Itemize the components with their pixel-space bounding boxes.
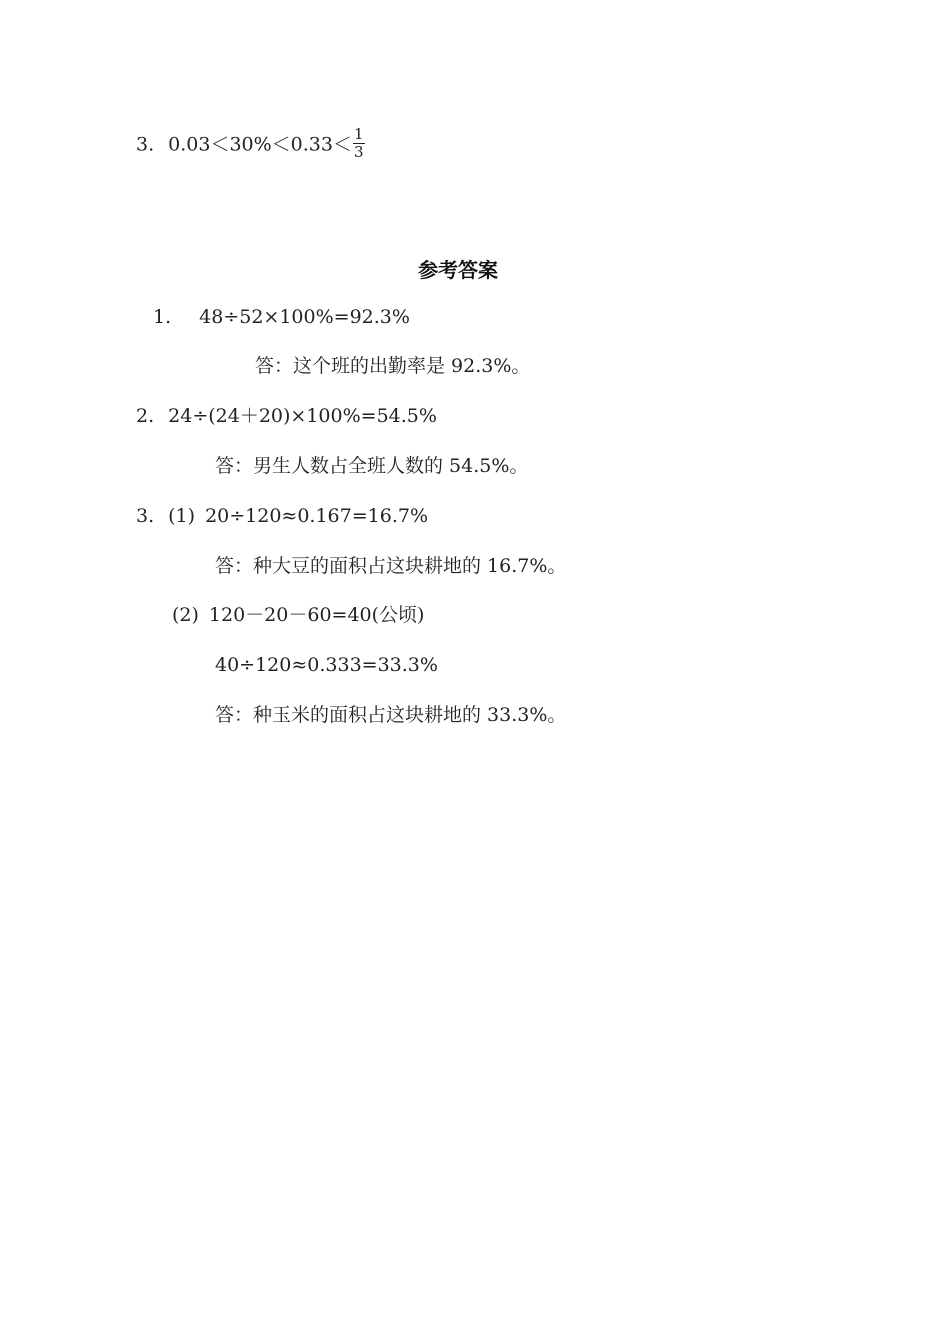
answers-title: 参考答案 <box>418 258 498 282</box>
answer-2-calc: 24÷(24＋20)×100%=54.5% <box>168 405 437 427</box>
answer-3-part-1-statement: 答：种大豆的面积占这块耕地的 16.7%。 <box>215 555 567 577</box>
prev-item-expression: 0.03＜30%＜0.33＜ <box>168 133 352 156</box>
answer-3-part-2-calc-1: 120－20－60=40(公顷) <box>208 604 425 626</box>
answer-3-part-1-calc: 20÷120≈0.167=16.7% <box>205 505 429 527</box>
prev-item-number: 3. <box>136 133 155 156</box>
answer-3-part-2-calc-line-1 <box>172 603 424 627</box>
answer-3-part-2-statement: 答：种玉米的面积占这块耕地的 33.3%。 <box>215 704 567 726</box>
answer-1-calc: 48÷52×100%=92.3% <box>199 306 410 328</box>
fraction-numerator: 1 <box>353 125 364 143</box>
fraction-denominator: 3 <box>353 143 364 161</box>
answer-2-statement: 答：男生人数占全班人数的 54.5%。 <box>215 455 529 477</box>
answer-3-part-1-calc-line <box>136 504 428 528</box>
fraction-one-third <box>353 126 365 161</box>
answer-3-part-2-label: (2) <box>172 604 199 626</box>
answer-3-part-2-calc-2: 40÷120≈0.333=33.3% <box>215 654 438 676</box>
answer-2-number: 2. <box>136 405 155 427</box>
answer-3-number: 3. <box>136 505 155 527</box>
answer-1-calc-line <box>153 305 410 329</box>
answer-1-number: 1. <box>153 306 172 328</box>
prev-item-3 <box>136 125 365 163</box>
answer-2-calc-line <box>136 404 437 428</box>
answer-1-statement: 答：这个班的出勤率是 92.3%。 <box>255 355 531 377</box>
answer-3-part-1-label: (1) <box>168 505 196 527</box>
